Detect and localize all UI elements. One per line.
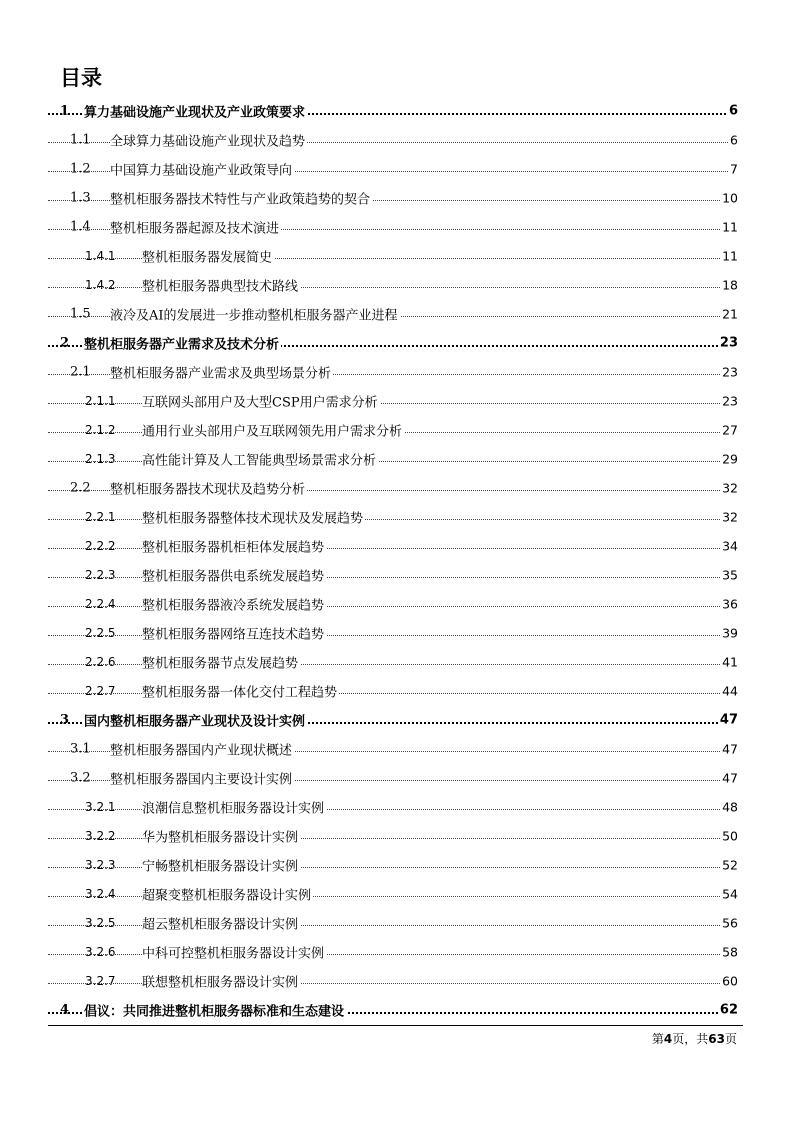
toc-entry-number: 2.1.3	[85, 451, 116, 466]
toc-entry[interactable]	[48, 531, 743, 560]
toc-entry-title: 全球算力基础设施产业现状及趋势	[110, 130, 307, 149]
toc-entry[interactable]	[48, 125, 743, 154]
toc-entry-title: 整机柜服务器供电系统发展趋势	[142, 565, 326, 584]
toc-entry-number: 2.2.4	[85, 596, 116, 611]
toc-entry[interactable]	[48, 183, 743, 212]
toc-entry-title: 联想整机柜服务器设计实例	[142, 971, 300, 990]
footer-total-pages: 63	[708, 1032, 725, 1046]
toc-entry-page: 60	[722, 973, 738, 988]
toc-entry-page: 6	[730, 132, 738, 147]
toc-entry[interactable]	[48, 386, 743, 415]
toc-entry[interactable]	[48, 821, 743, 850]
toc-entry-title: 整机柜服务器技术特性与产业政策趋势的契合	[110, 188, 372, 207]
toc-entry-page: 44	[722, 683, 738, 698]
toc-entry-title: 整机柜服务器发展简史	[142, 246, 274, 265]
toc-entry-title: 宁畅整机柜服务器设计实例	[142, 855, 300, 874]
toc-entry-title: 高性能计算及人工智能典型场景需求分析	[142, 449, 378, 468]
toc-entry[interactable]	[48, 270, 743, 299]
toc-entry-number: 3.2.5	[85, 915, 116, 930]
toc-entry[interactable]	[48, 647, 743, 676]
page-footer	[652, 1030, 737, 1047]
toc-entry-number: 2.2	[70, 480, 91, 495]
toc-entry[interactable]	[48, 444, 743, 473]
toc-entry-page: 11	[722, 219, 738, 234]
toc-entry-number: 3.2.7	[85, 973, 116, 988]
toc-entry[interactable]	[48, 792, 743, 821]
toc-entry[interactable]	[48, 299, 743, 328]
footer-suffix: 页	[724, 1032, 737, 1046]
toc-entry-title: 算力基础设施产业现状及产业政策要求	[84, 101, 307, 120]
toc-entry-number: 1.4	[70, 219, 91, 234]
toc-entry-title: 超聚变整机柜服务器设计实例	[142, 884, 313, 903]
toc-entry-number: 2.2.5	[85, 625, 116, 640]
toc-entry-page: 47	[722, 741, 738, 756]
toc-entry-number: 2.1.1	[85, 393, 116, 408]
toc-entry-title: 倡议：共同推进整机柜服务器标准和生态建设	[84, 1000, 346, 1019]
toc-entry-title: 整机柜服务器整体技术现状及发展趋势	[142, 507, 365, 526]
toc-entry[interactable]	[48, 357, 743, 386]
toc-entry-title: 整机柜服务器节点发展趋势	[142, 652, 300, 671]
footer-middle: 页，共	[672, 1032, 709, 1046]
toc-entry-page: 23	[722, 393, 738, 408]
toc-entry[interactable]	[48, 589, 743, 618]
toc-entry-page: 21	[722, 306, 738, 321]
toc-entry-page: 58	[722, 944, 738, 959]
toc-entry[interactable]	[48, 618, 743, 647]
toc-title: 目录	[60, 66, 102, 90]
toc-entry-title: 整机柜服务器典型技术路线	[142, 275, 300, 294]
toc-entry-number: 2.2.2	[85, 538, 116, 553]
toc-entry-number: 2.1.2	[85, 422, 116, 437]
toc-entry-page: 41	[722, 654, 738, 669]
toc-entry-number: 3	[60, 712, 70, 727]
toc-entry-title: 整机柜服务器国内产业现状概述	[110, 739, 294, 758]
toc-entry-number: 1.4.1	[85, 248, 116, 263]
toc-entry-page: 10	[722, 190, 738, 205]
toc-entry-number: 2.2.1	[85, 509, 116, 524]
toc-entry[interactable]	[48, 676, 743, 705]
toc-entry-page: 32	[722, 509, 738, 524]
toc-entry[interactable]	[48, 966, 743, 995]
toc-entry-number: 1.3	[70, 190, 91, 205]
toc-entry-title: 整机柜服务器网络互连技术趋势	[142, 623, 326, 642]
toc-entry-page: 47	[722, 770, 738, 785]
toc-entry-number: 2.2.3	[85, 567, 116, 582]
toc-entry-page: 23	[722, 364, 738, 379]
footer-current-page: 4	[663, 1032, 673, 1046]
toc-entry-number: 3.2.6	[85, 944, 116, 959]
toc-entry-page: 52	[722, 857, 738, 872]
toc-entry-number: 1	[60, 103, 70, 118]
toc-entry-number: 1.4.2	[85, 277, 116, 292]
toc-entry-title: 整机柜服务器国内主要设计实例	[110, 768, 294, 787]
toc-entry-title: 浪潮信息整机柜服务器设计实例	[142, 797, 326, 816]
toc-entry[interactable]	[48, 908, 743, 937]
toc-entry-page: 54	[722, 886, 738, 901]
toc-entry-number: 4	[60, 1002, 70, 1017]
toc-entry-title: 整机柜服务器一体化交付工程趋势	[142, 681, 339, 700]
toc-entry-page: 50	[722, 828, 738, 843]
toc-entry[interactable]	[48, 96, 743, 125]
toc-entry[interactable]	[48, 473, 743, 502]
toc-entry-page: 27	[722, 422, 738, 437]
toc-entry-title: 整机柜服务器机柜柜体发展趋势	[142, 536, 326, 555]
toc-entry[interactable]	[48, 763, 743, 792]
toc-entry-page: 34	[722, 538, 738, 553]
toc-entry-title: 液冷及AI的发展进一步推动整机柜服务器产业进程	[110, 304, 400, 323]
footer-prefix: 第	[651, 1032, 664, 1046]
toc-entry[interactable]	[48, 212, 743, 241]
toc-entry-page: 18	[722, 277, 738, 292]
toc-entry[interactable]	[48, 879, 743, 908]
toc-entry-page: 56	[722, 915, 738, 930]
toc-entry-title: 华为整机柜服务器设计实例	[142, 826, 300, 845]
toc-entry-number: 2.2.7	[85, 683, 116, 698]
footer-divider	[48, 1025, 743, 1026]
toc-entry[interactable]	[48, 734, 743, 763]
toc-entry[interactable]	[48, 560, 743, 589]
toc-entry[interactable]	[48, 937, 743, 966]
toc-entry[interactable]	[48, 850, 743, 879]
toc-entry[interactable]	[48, 328, 743, 357]
toc-entry-page: 47	[719, 712, 738, 727]
toc-entry-number: 2.2.6	[85, 654, 116, 669]
toc-entry-page: 39	[722, 625, 738, 640]
toc-entry[interactable]	[48, 241, 743, 270]
toc-entry-title: 整机柜服务器产业需求及典型场景分析	[110, 362, 333, 381]
toc-entry-title: 通用行业头部用户及互联网领先用户需求分析	[142, 420, 404, 439]
toc-entry-number: 3.2.4	[85, 886, 116, 901]
toc-entry-page: 36	[722, 596, 738, 611]
toc-entry-title: 国内整机柜服务器产业现状及设计实例	[84, 710, 307, 729]
toc-entry-page: 7	[730, 161, 738, 176]
toc-entry-number: 1.2	[70, 161, 91, 176]
toc-entry-page: 35	[722, 567, 738, 582]
toc-entry-title: 互联网头部用户及大型CSP用户需求分析	[142, 391, 380, 410]
toc-entry[interactable]	[48, 154, 743, 183]
toc-entry-title: 中科可控整机柜服务器设计实例	[142, 942, 326, 961]
toc-entry[interactable]	[48, 502, 743, 531]
toc-entry-title: 中国算力基础设施产业政策导向	[110, 159, 294, 178]
toc-entry-title: 整机柜服务器起源及技术演进	[110, 217, 281, 236]
toc-entry[interactable]	[48, 995, 743, 1024]
toc-entry-page: 6	[728, 103, 738, 118]
toc-entry-title: 超云整机柜服务器设计实例	[142, 913, 300, 932]
toc-entry-page: 11	[722, 248, 738, 263]
toc-entry-number: 1.1	[70, 132, 91, 147]
toc-entry[interactable]	[48, 415, 743, 444]
toc-entry-page: 62	[719, 1002, 738, 1017]
toc-entry-number: 2	[60, 335, 70, 350]
toc-entry-number: 2.1	[70, 364, 91, 379]
toc-entry-number: 3.2	[70, 770, 91, 785]
toc-entry-page: 29	[722, 451, 738, 466]
toc-entry-title: 整机柜服务器产业需求及技术分析	[84, 333, 281, 352]
toc-entry-number: 3.2.3	[85, 857, 116, 872]
toc-entry-title: 整机柜服务器液冷系统发展趋势	[142, 594, 326, 613]
toc-entry-title: 整机柜服务器技术现状及趋势分析	[110, 478, 307, 497]
toc-list	[48, 96, 743, 1024]
toc-entry-page: 23	[719, 335, 738, 350]
toc-entry-number: 3.2.2	[85, 828, 116, 843]
toc-entry[interactable]	[48, 705, 743, 734]
toc-entry-page: 32	[722, 480, 738, 495]
toc-entry-number: 3.2.1	[85, 799, 116, 814]
toc-entry-page: 48	[722, 799, 738, 814]
toc-entry-number: 1.5	[70, 306, 91, 321]
toc-entry-number: 3.1	[70, 741, 91, 756]
